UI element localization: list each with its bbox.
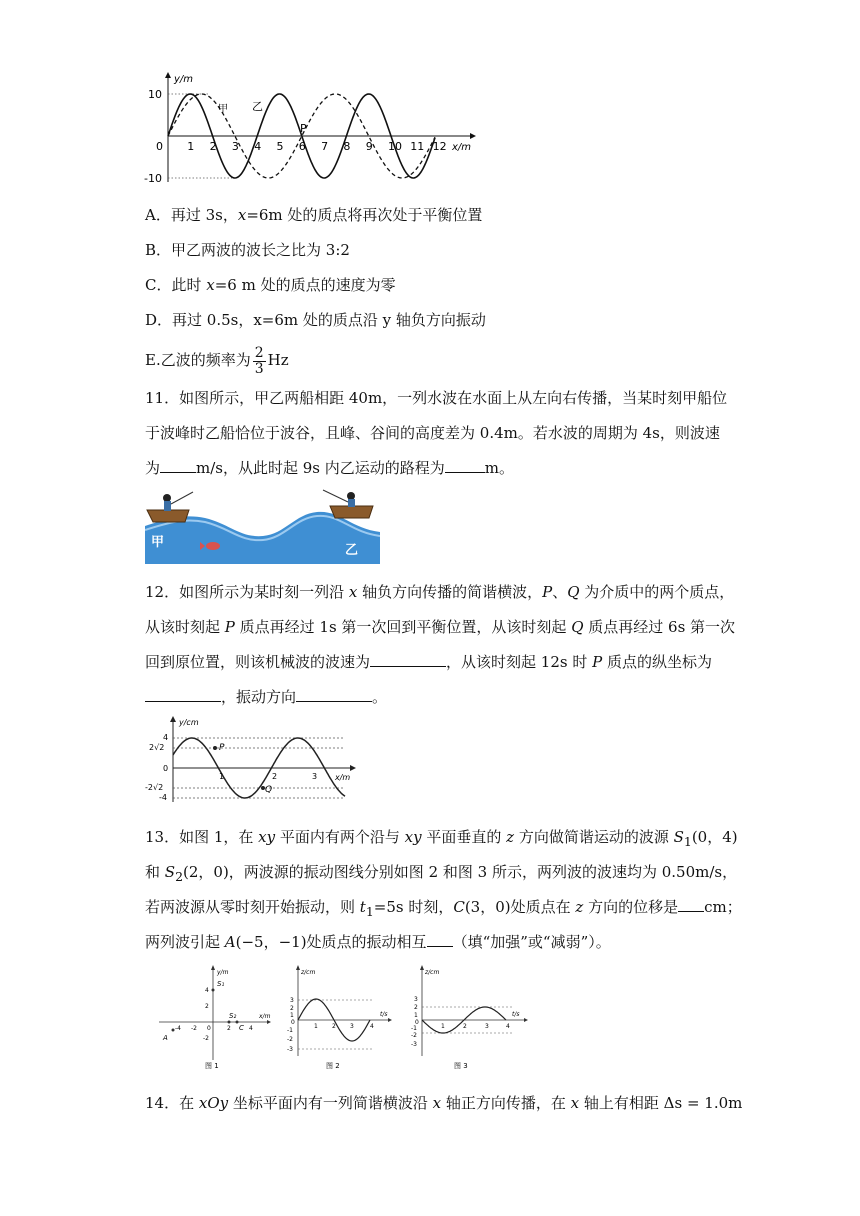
- x-tick-2: 2: [463, 1023, 467, 1030]
- y-tick-3: 3: [290, 997, 294, 1004]
- blank-q13-interference[interactable]: [427, 932, 453, 947]
- label-s2: S₂: [229, 1012, 237, 1020]
- x-tick-4: 4: [506, 1023, 510, 1030]
- y-tick-1: 1: [414, 1012, 418, 1019]
- x-tick-3: 3: [350, 1023, 354, 1030]
- q14-line-1: 14．在 xOy 坐标平面内有一列简谐横波沿 x 轴正方向传播，在 x 轴上有相距 Δs = 1.0m: [145, 1094, 743, 1112]
- blank-wave-speed[interactable]: [160, 458, 196, 473]
- x-axis-label: x/m: [259, 1013, 271, 1020]
- blank-q12-ordinate[interactable]: [145, 687, 221, 702]
- blank-path-length[interactable]: [445, 458, 485, 473]
- x-tick-10: 10: [388, 140, 402, 153]
- blank-q12-speed[interactable]: [370, 652, 446, 667]
- x-tick-1: 1: [314, 1023, 318, 1030]
- x-tick-8: 8: [343, 140, 351, 153]
- q11-line-1: 11．如图所示，甲乙两船相距 40m，一列水波在水面上从左向右传播，当某时刻甲船位: [145, 389, 728, 407]
- y-tick-2: 2: [290, 1005, 294, 1012]
- x-axis-label: x/m: [452, 142, 472, 153]
- x-tick-2: 2: [209, 140, 217, 153]
- label-a: A: [163, 1034, 168, 1042]
- caption-fig3: 图 3: [454, 1062, 468, 1070]
- y-tick-neg4: -4: [159, 793, 167, 802]
- boats-illustration: [145, 488, 380, 564]
- option-b: B．甲乙两波的波长之比为 3:2: [145, 241, 350, 259]
- y-tick-neg2: -2: [203, 1035, 209, 1042]
- blank-q12-direction[interactable]: [296, 687, 372, 702]
- y-tick-neg10: -10: [144, 172, 162, 185]
- x-tick-4: 4: [254, 140, 262, 153]
- q13-figure-1: [155, 964, 275, 1072]
- x-tick-labels: [187, 140, 446, 153]
- q12-line-2: 从该时刻起 P 质点再经过 1s 第一次回到平衡位置，从该时刻起 Q 质点再经过 6s 第一次: [145, 618, 736, 636]
- y-tick-2: 2: [414, 1004, 418, 1011]
- blank-q13-displacement[interactable]: [678, 897, 704, 912]
- label-boat-yi: 乙: [345, 543, 359, 558]
- label-jia: 甲: [218, 104, 228, 115]
- option-a: A．再过 3s，x=6m 处的质点将再次处于平衡位置: [145, 206, 483, 224]
- option-e: E.乙波的频率为 $\frac{2}{3}$ Hz: [145, 344, 289, 377]
- y-tick-0: 0: [415, 1019, 419, 1026]
- y-tick-1: 1: [290, 1012, 294, 1019]
- x-tick-6: 6: [298, 140, 306, 153]
- x-tick-1: 1: [441, 1023, 445, 1030]
- x-tick-3: 3: [485, 1023, 489, 1030]
- y-tick-2root2: 2√2: [149, 743, 165, 752]
- y-tick-neg1: -1: [287, 1027, 293, 1034]
- label-yi: 乙: [252, 100, 263, 113]
- x-axis-label: t/s: [512, 1011, 520, 1018]
- q11-line-3: 为 m/s，从此时起 9s 内乙运动的路程为 m。: [145, 459, 515, 477]
- y-tick-neg2: -2: [287, 1036, 293, 1043]
- y-tick-4: 4: [205, 987, 209, 994]
- y-tick-10: 10: [148, 88, 162, 101]
- x-tick-neg4: -4: [175, 1025, 181, 1032]
- x-tick-5: 5: [276, 140, 284, 153]
- x-tick-1: 1: [187, 140, 195, 153]
- label-c: C: [239, 1024, 244, 1032]
- q13-line-1: 13．如图 1，在 xy 平面内有两个沿与 xy 平面垂直的 z 方向做简谐运动的波源 $S_1(0$，4): [145, 828, 738, 849]
- q12-line-3: 回到原位置，则该机械波的波速为 ，从该时刻起 12s 时 P 质点的纵坐标为: [145, 653, 712, 671]
- point-p: [213, 746, 217, 750]
- q13-line-4: 两列波引起 A(−5，−1)处质点的振动相互 （填“加强”或“减弱”）。: [145, 933, 611, 951]
- x-tick-neg2: -2: [191, 1025, 197, 1032]
- x-axis-label: t/s: [380, 1011, 388, 1018]
- q11-line-2: 于波峰时乙船恰位于波谷，且峰、谷间的高度差为 0.4m。若水波的周期为 4s，则波速: [145, 424, 720, 442]
- x-tick-12: 12: [432, 140, 447, 153]
- y-tick-2: 2: [205, 1003, 209, 1010]
- x-tick-2: 2: [272, 772, 278, 781]
- y-tick-0: 0: [156, 140, 163, 153]
- label-p: P: [300, 122, 307, 135]
- y-tick-neg2root2: -2√2: [145, 783, 164, 792]
- y-tick-0: 0: [291, 1019, 295, 1026]
- q12-line-1: 12．如图所示为某时刻一列沿 x 轴负方向传播的简谐横波，P、Q 为介质中的两个质点，: [145, 583, 735, 601]
- y-tick-neg1: -1: [411, 1025, 417, 1032]
- y-tick-neg3: -3: [287, 1046, 293, 1053]
- q13-line-2: 和 $S_2(2$，0)，两波源的振动图线分别如图 2 和图 3 所示，两列波的波速均为 0.50m/s，: [145, 863, 738, 884]
- fraction: $\frac{2}{3}$: [254, 344, 264, 377]
- option-d: D．再过 0.5s，x=6m 处的质点沿 y 轴负方向振动: [145, 311, 486, 329]
- q13-figure-2: [284, 964, 396, 1072]
- x-tick-1: 1: [219, 772, 225, 781]
- x-tick-11: 11: [410, 140, 425, 153]
- y-tick-3: 3: [414, 996, 418, 1003]
- y-tick-neg3: -3: [411, 1041, 417, 1048]
- caption-fig1: 图 1: [205, 1062, 219, 1070]
- y-axis-label: y/m: [174, 74, 194, 85]
- y-axis-label: y/m: [217, 969, 229, 976]
- caption-fig2: 图 2: [326, 1062, 340, 1070]
- x-tick-3: 3: [312, 772, 318, 781]
- y-tick-4: 4: [163, 733, 169, 742]
- q13-figure-3: [408, 964, 533, 1072]
- y-axis-label: z/cm: [301, 969, 316, 976]
- option-c: C．此时 x=6 m 处的质点的速度为零: [145, 276, 396, 294]
- q13-line-3: 若两波源从零时刻开始振动，则 $t_1=5s$ 时刻，C(3，0)处质点在 z 方向的位移是 cm；: [145, 898, 742, 919]
- label-s1: S₁: [217, 980, 225, 988]
- x-tick-0: 0: [207, 1025, 211, 1032]
- x-tick-7: 7: [321, 140, 329, 153]
- label-p: P: [219, 743, 225, 753]
- q12-line-4: ，振动方向 。: [145, 687, 387, 707]
- x-tick-9: 9: [365, 140, 373, 153]
- q12-wave-figure: [145, 716, 365, 804]
- y-axis-label: y/cm: [179, 718, 199, 727]
- x-tick-3: 3: [231, 140, 239, 153]
- y-tick-neg2: -2: [411, 1032, 417, 1039]
- label-q: Q: [265, 785, 273, 795]
- wave-figure-jia-yi: [140, 70, 480, 190]
- x-tick-4: 4: [370, 1023, 374, 1030]
- x-axis-label: x/m: [335, 773, 351, 782]
- y-axis-label: z/cm: [425, 969, 440, 976]
- x-tick-2: 2: [332, 1023, 336, 1030]
- label-boat-jia: 甲: [151, 535, 165, 550]
- x-tick-4: 4: [249, 1025, 253, 1032]
- y-tick-0: 0: [163, 764, 169, 773]
- x-tick-2: 2: [227, 1025, 231, 1032]
